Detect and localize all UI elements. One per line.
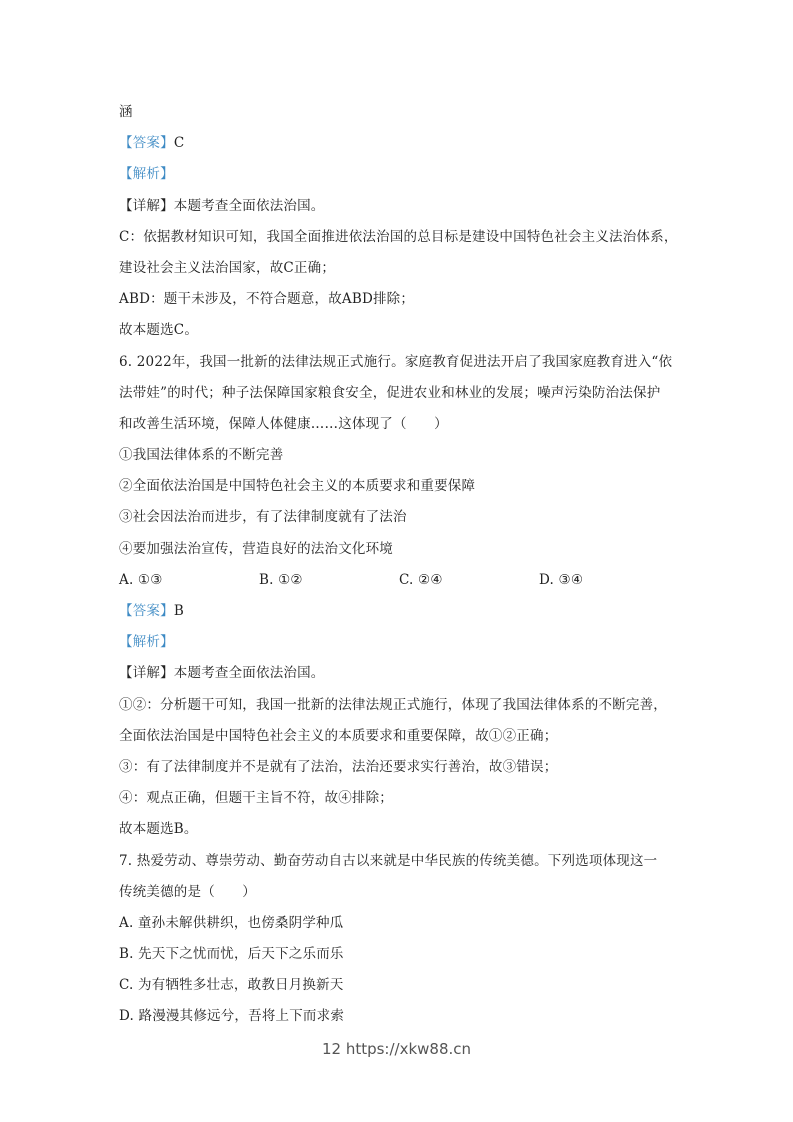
q6-statement: ④要加强法治宣传，营造良好的法治文化环境	[119, 540, 393, 557]
q6-option-a: A. ①③	[119, 571, 163, 588]
q6-stem-line: 和改善生活环境，保障人体健康……这体现了（ ）	[119, 415, 448, 432]
q6-option-c: C. ②④	[399, 571, 443, 588]
q6-detail-line: 【详解】本题考查全面依法治国。	[119, 665, 325, 682]
page-footer: 12 https://xkw88.cn	[321, 1040, 472, 1058]
q5-detail-line: ABD：题干未涉及，不符合题意，故ABD排除；	[119, 291, 415, 308]
q6-statement: ②全面依法治国是中国特色社会主义的本质要求和重要保障	[119, 478, 476, 495]
carry-over-text: 涵	[119, 104, 133, 120]
q6-detail-line: ①②：分析题干可知，我国一批新的法律法规正式施行，体现了我国法律体系的不断完善，	[119, 696, 667, 713]
q6-statement: ③社会因法治而进步，有了法律制度就有了法治	[119, 509, 407, 526]
q7-option-c: C. 为有牺牲多壮志，敢教日月换新天	[119, 977, 344, 994]
q5-detail-line: 故本题选C。	[119, 322, 199, 339]
q6-stem-line: 6. 2022年，我国一批新的法律法规正式施行。家庭教育促进法开启了我国家庭教育进入“依	[119, 353, 673, 370]
q6-detail-line: ④：观点正确，但题干主旨不符，故④排除；	[119, 790, 393, 807]
q5-analysis-tag: 【解析】	[119, 166, 174, 183]
answer-value: C	[173, 135, 185, 152]
answer-value: B	[173, 603, 184, 619]
q6-detail-line: 故本题选B。	[119, 821, 198, 838]
q6-analysis-tag: 【解析】	[119, 634, 174, 651]
q7-stem-line: 7. 热爱劳动、尊崇劳动、勤奋劳动自古以来就是中华民族的传统美德。下列选项体现这一	[119, 852, 658, 869]
q6-statement: ①我国法律体系的不断完善	[119, 447, 284, 464]
q7-option-a: A. 童孙未解供耕织，也傍桑阴学种瓜	[119, 914, 344, 931]
q6-detail-line: ③：有了法律制度并不是就有了法治，法治还要求实行善治，故③错误；	[119, 758, 558, 775]
q5-answer	[119, 131, 679, 162]
q6-option-d: D. ③④	[539, 571, 584, 588]
q7-option-d: D. 路漫漫其修远兮，吾将上下而求索	[119, 1008, 345, 1025]
q7-stem-line: 传统美德的是（ ）	[119, 883, 256, 900]
q5-detail-line: 建设社会主义法治国家，故C正确；	[119, 259, 336, 276]
page-content	[119, 100, 679, 1036]
answer-tag: 【答案】	[119, 603, 174, 619]
answer-tag: 【答案】	[119, 135, 174, 152]
q6-option-b: B. ①②	[259, 571, 303, 588]
q6-detail-line: 全面依法治国是中国特色社会主义的本质要求和重要保障，故①②正确；	[119, 727, 558, 744]
q7-option-b: B. 先天下之忧而忧，后天下之乐而乐	[119, 946, 344, 963]
q5-detail-line: 【详解】本题考查全面依法治国。	[119, 197, 325, 214]
q6-stem-line: 法带娃”的时代；种子法保障国家粮食安全，促进农业和林业的发展；噪声污染防治法保护	[119, 384, 661, 401]
q6-options	[119, 568, 679, 599]
q6-answer	[119, 599, 679, 630]
q5-detail-line: C：依据教材知识可知，我国全面推进依法治国的总目标是建设中国特色社会主义法治体系，	[119, 228, 678, 245]
